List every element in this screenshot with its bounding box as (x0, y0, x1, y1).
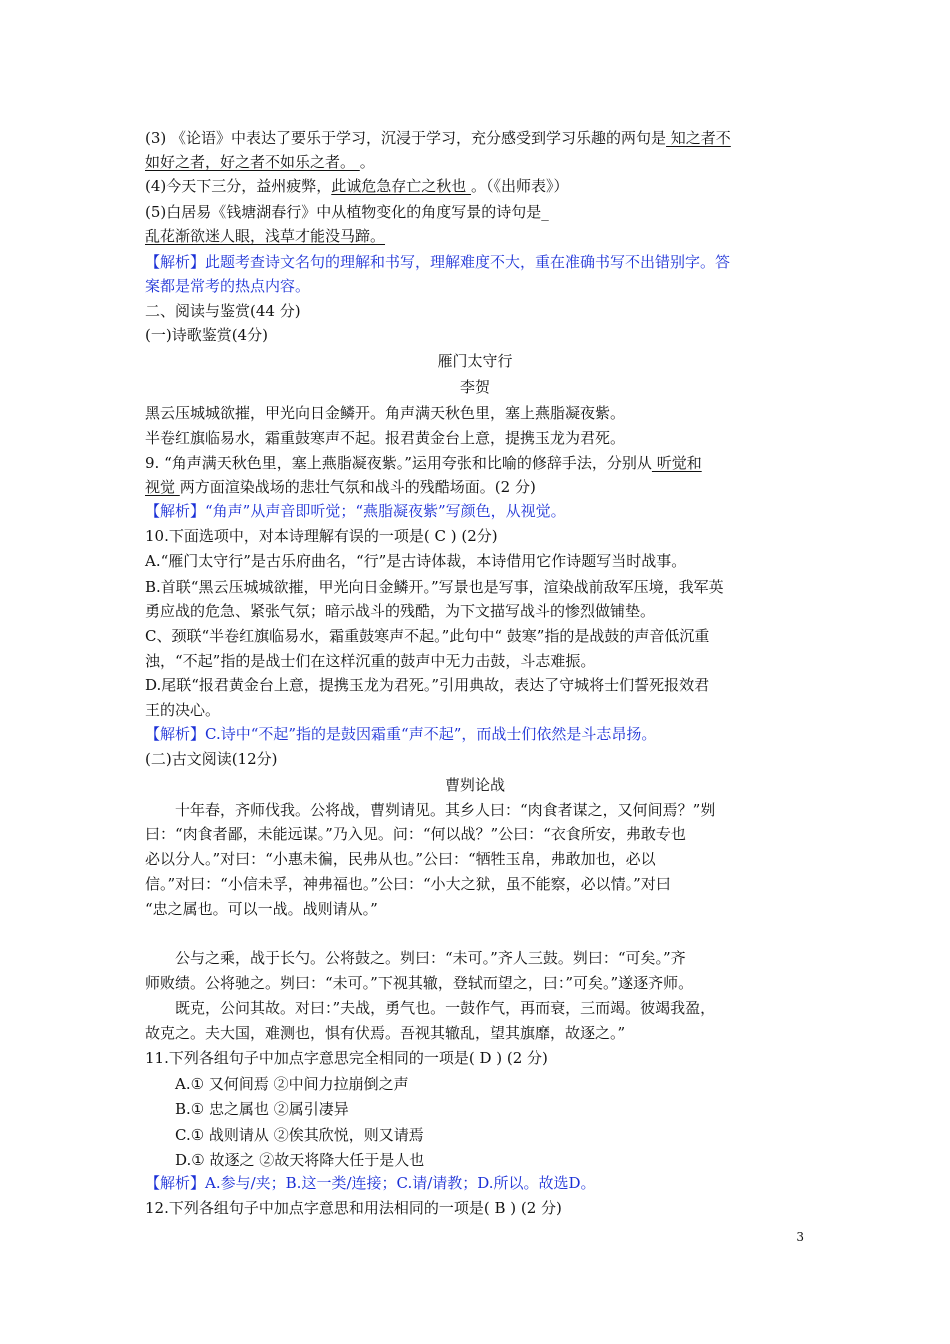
text: 两方面渲染战场的悲壮气氛和战斗的残酷场面。(2 分) (179, 478, 536, 496)
question-line (145, 451, 702, 475)
section-heading (145, 323, 268, 347)
option-line (175, 1148, 424, 1172)
text: 必以分人。”对曰：“小惠未徧，民弗从也。”公曰：“牺牲玉帛，弗敢加也，必以 (145, 850, 656, 868)
text: 曹刿论战 (444, 776, 505, 794)
analysis-text: 【解析】A.参与/夹；B.这一类/连接；C.请/请教；D.所以。故选D。 (145, 1174, 596, 1192)
analysis-line (145, 1171, 596, 1195)
text: 浊，“不起”指的是战士们在这样沉重的鼓声中无力击鼓，斗志难振。 (145, 652, 596, 670)
poem-line (145, 401, 625, 425)
passage-line (145, 897, 378, 921)
text: (一)诗歌鉴赏(4分) (145, 326, 268, 344)
text: D.① 故逐之 ②故天将降大任于是人也 (175, 1151, 425, 1169)
question-line (145, 475, 536, 499)
analysis-text: 【解析】C.诗中“不起”指的是鼓因霜重“声不起”，而战士们依然是斗志昂扬。 (145, 725, 657, 743)
answer-text: 如好之者，好之者不如乐之者。 (145, 153, 360, 171)
text: 黑云压城城欲摧，甲光向日金鳞开。角声满天秋色里，塞上燕脂凝夜紫。 (145, 404, 626, 422)
analysis-text: 【解析】“角声”从声音即听觉；“燕脂凝夜紫”写颜色，从视觉。 (145, 502, 566, 520)
text: (二)古文阅读(12分) (145, 750, 278, 768)
passage-line (175, 946, 686, 970)
page-number: 3 (796, 1230, 804, 1244)
text: A.① 又何间焉 ②中间力拉崩倒之声 (175, 1075, 409, 1093)
text: 二、阅读与鉴赏(44 分) (145, 302, 301, 320)
text: 师败绩。公将驰之。刿曰：“未可。”下视其辙，登轼而望之，曰：”可矣。”遂逐齐师。 (145, 974, 694, 992)
text: 12.下列各组句子中加点字意思和用法相同的一项是( B ) (2 分) (145, 1199, 562, 1217)
option-line (175, 1097, 349, 1121)
passage-line (145, 872, 671, 896)
passage-line (145, 822, 686, 846)
text: 9. “角声满天秋色里，塞上燕脂凝夜紫。”运用夸张和比喻的修辞手法，分别从 (145, 454, 652, 472)
passage-line (145, 847, 656, 871)
text: 。 (359, 153, 375, 171)
poem-title (0, 349, 950, 373)
text: 信。”对曰：“小信未孚，神弗福也。”公曰：“小大之狱，虽不能察，必以情。”对曰 (145, 875, 671, 893)
passage-line (175, 996, 715, 1020)
text: (3) 《论语》中表达了要乐于学习，沉浸于学习，充分感受到学习乐趣的两句是 (145, 129, 667, 147)
option-line (145, 624, 709, 648)
text: A.“雁门太守行”是古乐府曲名，“行”是古诗体裁，本诗借用它作诗题写当时战事。 (145, 552, 687, 570)
text: 10.下面选项中，对本诗理解有误的一项是( C ) (2分) (145, 527, 498, 545)
text: 李贺 (459, 378, 490, 396)
option-line (175, 1072, 409, 1096)
section-heading (145, 747, 278, 771)
option-line (145, 575, 724, 599)
text: 十年春，齐师伐我。公将战，曹刿请见。其乡人曰：“肉食者谋之，又何间焉？”刿 (175, 801, 716, 819)
answer-text: 听觉和 (651, 454, 702, 472)
text: 公与之乘，战于长勺。公将鼓之。刿曰：“未可。”齐人三鼓。刿曰：“可矣。”齐 (175, 949, 686, 967)
text-line (145, 150, 375, 174)
answer-text: 视觉 (145, 478, 180, 496)
text: D.尾联“报君黄金台上意，提携玉龙为君死。”引用典故，表达了守城将士们誓死报效君 (145, 676, 710, 694)
option-line (145, 549, 686, 573)
text: 。（《出师表》） (471, 177, 569, 195)
text: C、颈联“半卷红旗临易水，霜重鼓寒声不起。”此句中“ 鼓寒”指的是战鼓的声音低沉重 (145, 627, 710, 645)
analysis-line (145, 274, 310, 298)
text: 故克之。夫大国，难测也，惧有伏焉。吾视其辙乱，望其旗靡，故逐之。” (145, 1024, 626, 1042)
text: (5)白居易《钱塘湖春行》中从植物变化的角度写景的诗句是_ (145, 203, 549, 221)
analysis-text: 【解析】此题考查诗文名句的理解和书写，理解难度不大，重在准确书写不出错别字。答 (145, 253, 731, 271)
passage-line (175, 798, 715, 822)
analysis-text: 案都是常考的热点内容。 (145, 277, 311, 295)
text-line (145, 126, 731, 150)
text: B.① 忠之属也 ②属引凄异 (175, 1100, 349, 1118)
question-line (145, 1196, 562, 1220)
passage-line (145, 971, 693, 995)
text: (4)今天下三分，益州疲弊， (145, 177, 332, 195)
text: B.首联“黑云压城城欲摧，甲光向日金鳞开。”写景也是写事，渲染战前敌军压境，我军英 (145, 578, 724, 596)
question-line (145, 524, 498, 548)
analysis-line (145, 499, 566, 523)
answer-text: 此诚危急存亡之秋也 (331, 177, 472, 195)
option-line (175, 1123, 424, 1147)
text: 11.下列各组句子中加点字意思完全相同的一项是( D ) (2 分) (145, 1049, 548, 1067)
option-line (145, 673, 709, 697)
poem-line (145, 426, 625, 450)
analysis-line (145, 722, 656, 746)
text-line (145, 224, 385, 248)
text: “忠之属也。可以一战。战则请从。” (145, 900, 378, 918)
passage-line (145, 1021, 625, 1045)
option-line (145, 698, 220, 722)
text: 曰：“肉食者鄙，未能远谋。”乃入见。问：“何以战？”公曰：“衣食所安，弗敢专也 (145, 825, 686, 843)
text-line (145, 200, 549, 224)
text: 既克，公问其故。对曰：”夫战，勇气也。一鼓作气，再而衰，三而竭。彼竭我盈， (175, 999, 716, 1017)
option-line (145, 649, 595, 673)
text: 半卷红旗临易水，霜重鼓寒声不起。报君黄金台上意，提携玉龙为君死。 (145, 429, 626, 447)
poem-author (0, 375, 950, 399)
text: 勇应战的危急、紧张气氛；暗示战斗的残酷，为下文描写战斗的惨烈做铺垫。 (145, 602, 656, 620)
text: 雁门太守行 (437, 352, 513, 370)
option-line (145, 599, 655, 623)
analysis-line (145, 250, 730, 274)
answer-text: 知之者不 (666, 129, 731, 147)
passage-title (0, 773, 950, 797)
text-line (145, 174, 569, 198)
text: 王的决心。 (145, 701, 221, 719)
text: C.① 战则请从 ②俟其欣悦，则又请焉 (175, 1126, 424, 1144)
answer-text: 乱花渐欲迷人眼，浅草才能没马蹄。 (145, 227, 386, 245)
section-heading (145, 299, 301, 323)
question-line (145, 1046, 548, 1070)
